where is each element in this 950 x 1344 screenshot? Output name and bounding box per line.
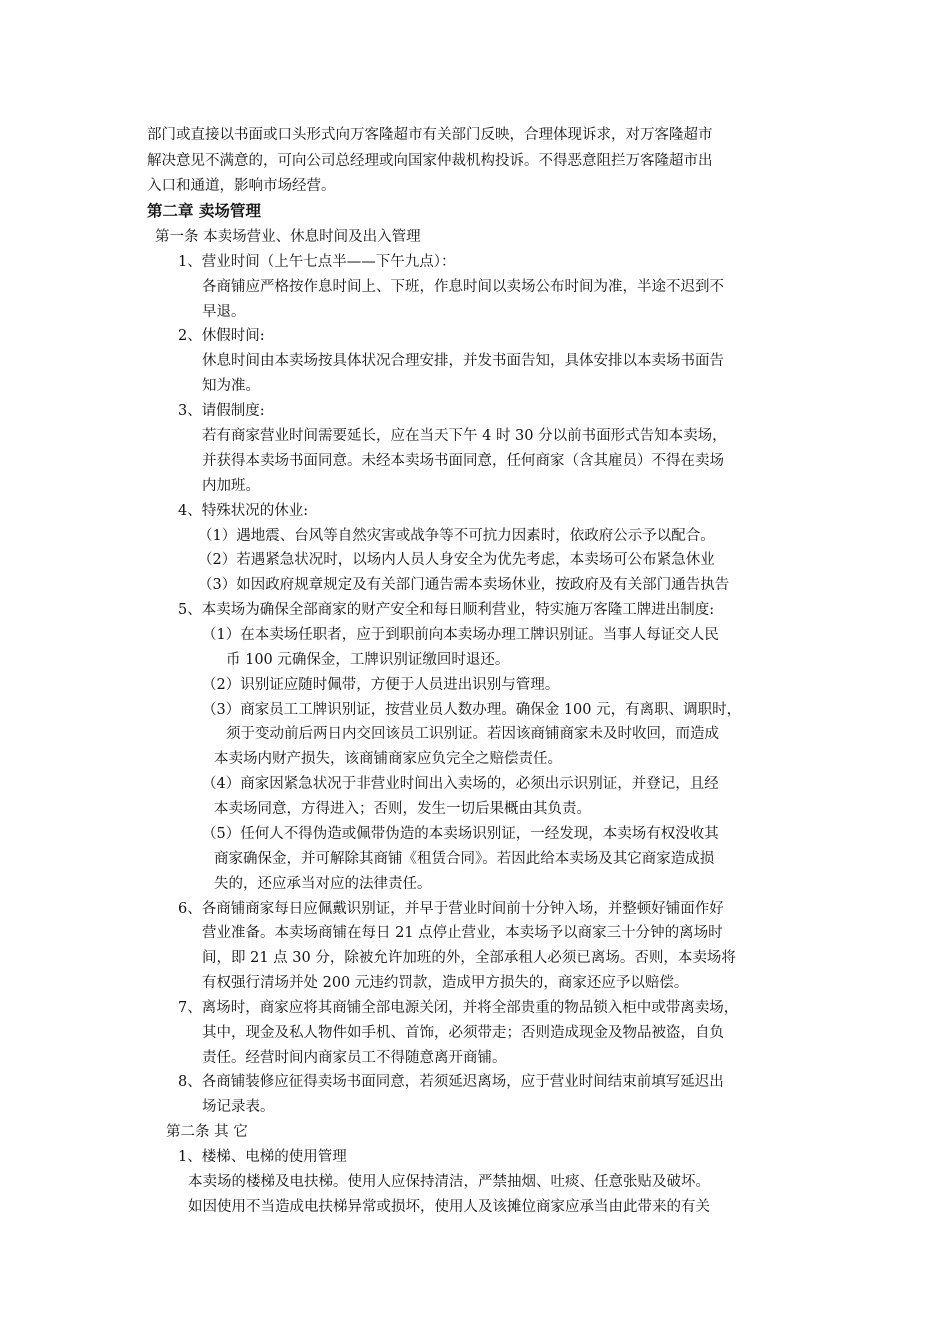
item-body-line: （2）若遇紧急状况时，以场内人员人身安全为优先考虑，本卖场可公布紧急休业	[198, 552, 715, 568]
article-title: 第一条 本卖场营业、休息时间及出入管理	[155, 229, 421, 245]
item-body-line: 本卖场的楼梯及电扶梯。使用人应保持清洁，严禁抽烟、吐痰、任意张贴及破坏。	[188, 1174, 710, 1190]
item-title: 3、请假制度:	[178, 403, 265, 419]
item-line: 营业准备。本卖场商铺在每日 21 点停止营业，本卖场予以商家三十分钟的离场时	[202, 925, 723, 941]
intro-line: 入口和通道，影响市场经营。	[147, 178, 336, 194]
item-title: 2、休假时间:	[178, 328, 265, 344]
chapter-title: 第二章 卖场管理	[147, 201, 261, 220]
intro-line: 部门或直接以书面或口头形式向万客隆超市有关部门反映，合理体现诉求，对万客隆超市	[147, 127, 713, 143]
sub-item-line: （5）任何人不得伪造或佩带伪造的本卖场识别证，一经发现，本卖场有权没收其	[202, 826, 719, 842]
item-body-line: 早退。	[202, 304, 246, 320]
item-line: 7、离场时，商家应将其商铺全部电源关闭，并将全部贵重的物品锁入柜中或带离卖场，	[178, 1000, 739, 1016]
item-title: 4、特殊状况的休业:	[178, 503, 309, 519]
item-body-line: 知为准。	[202, 378, 260, 394]
item-title: 1、营业时间（上午七点半——下午九点）：	[178, 254, 456, 270]
item-body-line: 并获得本卖场书面同意。未经本卖场书面同意，任何商家（含其雇员）不得在卖场	[202, 453, 724, 469]
sub-item-line: 本卖场同意，方得进入；否则，发生一切后果概由其负责。	[214, 801, 591, 817]
item-body-line: （3）如因政府规章规定及有关部门通告需本卖场休业，按政府及有关部门通告执告	[198, 577, 730, 593]
sub-item-line: 须于变动前后两日内交回该员工识别证。若因该商铺商家未及时收回，而造成	[226, 726, 719, 742]
sub-item-line: （3）商家员工工牌识别证，按营业员人数办理。确保金 100 元，有离职、调职时，	[202, 702, 742, 718]
sub-item-line: （4）商家因紧急状况于非营业时间出入卖场的，必须出示识别证，并登记，且经	[202, 776, 719, 792]
item-body-line: 内加班。	[202, 478, 260, 494]
item-body-line: 如因使用不当造成电扶梯异常或损坏，使用人及该摊位商家应承当由此带来的有关	[188, 1199, 710, 1215]
item-title: 5、本卖场为确保全部商家的财产安全和每日顺利营业，特实施万客隆工牌进出制度:	[178, 602, 715, 618]
sub-item-line: 失的，还应承当对应的法律责任。	[214, 876, 432, 892]
item-line: 8、各商铺装修应征得卖场书面同意，若须延迟离场，应于营业时间结束前填写延迟出	[178, 1074, 724, 1090]
sub-item-line: （2）识别证应随时佩带，方便于人员进出识别与管理。	[202, 677, 560, 693]
item-line: 场记录表。	[202, 1099, 275, 1115]
sub-item-line: （1）在本卖场任职者，应于到职前向本卖场办理工牌识别证。当事人每证交人民	[202, 627, 719, 643]
intro-line: 解决意见不满意的，可向公司总经理或向国家仲裁机构投诉。不得恶意阻拦万客隆超市出	[147, 153, 713, 169]
item-line: 责任。经营时间内商家员工不得随意离开商铺。	[202, 1050, 507, 1066]
item-title: 1、楼梯、电梯的使用管理	[178, 1149, 347, 1165]
item-line: 有权强行清场并处 200 元违约罚款，造成甲方损失的，商家还应予以赔偿。	[202, 975, 689, 991]
item-body-line: 休息时间由本卖场按具体状况合理安排，并发书面告知，具体安排以本卖场书面告	[202, 353, 724, 369]
item-body-line: 若有商家营业时间需要延长，应在当天下午 4 时 30 分以前书面形式告知本卖场，	[202, 428, 727, 444]
sub-item-line: 币 100 元确保金，工牌识别证缴回时退还。	[226, 652, 510, 668]
item-line: 6、各商铺商家每日应佩戴识别证，并早于营业时间前十分钟入场，并整顿好铺面作好	[178, 901, 724, 917]
sub-item-line: 商家确保金，并可解除其商铺《租赁合同》。若因此给本卖场及其它商家造成损	[214, 851, 715, 867]
item-body-line: 各商铺应严格按作息时间上、下班，作息时间以卖场公布时间为准，半途不迟到不	[202, 279, 724, 295]
article-title: 第二条 其 它	[166, 1124, 248, 1140]
item-body-line: （1）遇地震、台风等自然灾害或战争等不可抗力因素时，依政府公示予以配合。	[198, 528, 715, 544]
item-line: 其中，现金及私人物件如手机、首饰，必须带走；否则造成现金及物品被盗，自负	[202, 1025, 724, 1041]
sub-item-line: 本卖场内财产损失，该商铺商家应负完全之赔偿责任。	[214, 751, 562, 767]
item-line: 间，即 21 点 30 分，除被允许加班的外，全部承租人必须已离场。否则，本卖场将	[202, 950, 736, 966]
